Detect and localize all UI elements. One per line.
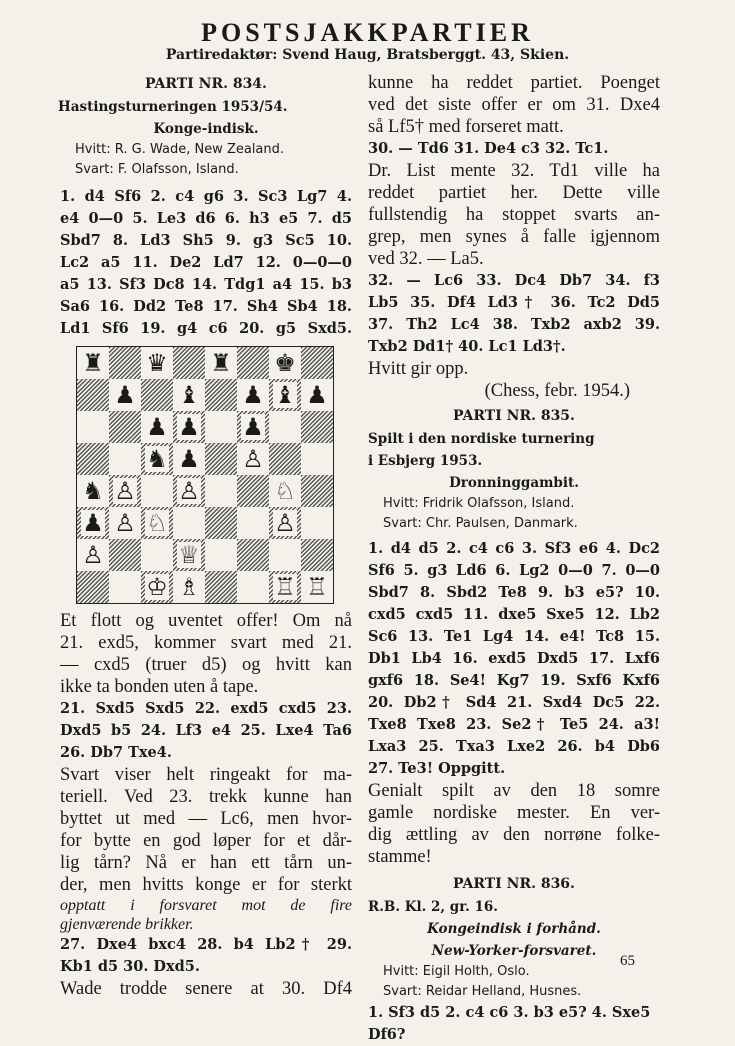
board-square [141,475,173,507]
game-header: PARTI NR. 834. [145,76,267,92]
chess-piece-icon: ♙ [274,509,296,537]
chess-piece-icon: ♟ [178,445,200,473]
move-line: gxf6 18. Se4! Kg7 19. Sxf6 Kxf6 [368,672,660,689]
page-number: 65 [620,953,635,969]
chess-piece-icon: ♟ [82,509,104,537]
comment-line: stamme! [368,847,432,867]
chess-piece-icon: ♝ [178,381,200,409]
move-line: Lxa3 25. Txa3 Lxe2 26. b4 Db6 [368,738,660,755]
chess-piece-icon: ♕ [178,541,200,569]
move-line: 1. d4 d5 2. c4 c6 3. Sf3 e6 4. Dc2 [368,540,660,557]
chess-piece-icon: ♟ [242,413,264,441]
comment-line: kunne ha reddet partiet. Poenget [368,73,660,93]
chess-piece-icon: ♞ [146,445,168,473]
comment-line: ved 32. — La5. [368,249,484,269]
move-line: e4 0—0 5. Le3 d6 6. h3 e5 7. d5 [60,210,352,227]
move-line: Lc2 a5 11. De2 Ld7 12. 0—0—0 [60,254,352,271]
chess-piece-icon: ♖ [274,573,296,601]
black-player: Svart: Reidar Helland, Husnes. [383,984,582,999]
board-square [269,379,301,411]
board-square [109,443,141,475]
board-square [301,475,333,507]
move-line: Sf6 5. g3 Ld6 6. Lg2 0—0 7. 0—0 [368,562,660,579]
event-line: Hastingsturneringen 1953/54. [58,99,288,115]
board-square [173,443,205,475]
chess-piece-icon: ♞ [82,477,104,505]
board-square [269,571,301,603]
comment-line: Et flott og uventet offer! Om nå [60,611,352,631]
comment-line: teriell. Ved 23. trekk kunne han [60,787,352,807]
moves-block [368,538,660,780]
move-line: 1. Sf3 d5 2. c4 c6 3. b3 e5? 4. Sxe5 [368,1004,651,1021]
board-square [301,571,333,603]
chess-piece-icon: ♙ [114,509,136,537]
board-square [301,379,333,411]
comment-line: 21. exd5, kommer svart med 21. [60,633,352,653]
comment-italic-line: gjenværende brikker. [60,916,194,933]
board-square [205,443,237,475]
event-line: R.B. Kl. 2, gr. 16. [368,899,498,915]
move-line: 37. Th2 Lc4 38. Txb2 axb2 39. [368,316,660,333]
board-square [77,571,109,603]
board-square [205,571,237,603]
comment-line: så Lf5† med forseret matt. [368,117,564,137]
board-square [77,443,109,475]
opening-name: Konge-indisk. [153,121,259,137]
chess-piece-icon: ♟ [178,413,200,441]
comment-line: byttet ut med — Lc6, men hvor- [60,809,352,829]
comment-line: fullstendig ha stoppet svarts an- [368,205,660,225]
move-line: Txb2 Dd1† 40. Lc1 Ld3†. [368,338,566,355]
board-square [237,539,269,571]
move-line: 27. Te3! Oppgitt. [368,760,506,777]
board-square [141,571,173,603]
board-square [141,507,173,539]
chess-piece-icon: ♟ [114,381,136,409]
board-square [109,539,141,571]
move-line: cxd5 cxd5 11. dxe5 Sxe5 12. Lb2 [368,606,660,623]
board-square [173,571,205,603]
board-square [269,539,301,571]
board-square [237,571,269,603]
board-square [269,443,301,475]
move-line: 30. — Td6 31. De4 c3 32. Tc1. [368,140,609,157]
moves-block-1 [60,186,352,340]
comment-line: dig ættling av den norrøne folke- [368,825,660,845]
moves-block [368,1002,660,1046]
chess-piece-icon: ♜ [82,349,104,377]
board-square [237,379,269,411]
board-square [205,475,237,507]
white-player: Hvitt: Eigil Holth, Oslo. [383,964,530,979]
board-square [269,475,301,507]
comment-line: for bytte en god løper for et dår- [60,831,352,851]
move-line: Db1 Lb4 16. exd5 Dxd5 17. Lxf6 [368,650,660,667]
chess-piece-icon: ♖ [306,573,328,601]
comment-line: ikke ta bonden uten å tape. [60,677,259,697]
board-square [109,411,141,443]
opening-name: Dronninggambit. [449,475,579,491]
move-line: Kb1 d5 30. Dxd5. [60,958,200,975]
board-square [269,347,301,379]
board-square [237,411,269,443]
board-square [269,411,301,443]
board-square [141,443,173,475]
board-square [205,507,237,539]
move-line: 32. — Lc6 33. Dc4 Db7 34. f3 [368,272,660,289]
board-square [237,443,269,475]
chess-piece-icon: ♗ [178,573,200,601]
chess-piece-icon: ♘ [146,509,168,537]
comment-line: Dr. List mente 32. Td1 ville ha [368,161,660,181]
right-column [368,72,660,1046]
chess-piece-icon: ♟ [306,381,328,409]
moves-block-2 [60,698,352,764]
board-square [141,379,173,411]
move-line: 27. Dxe4 bxc4 28. b4 Lb2† 29. [60,936,352,953]
game-header: PARTI NR. 836. [453,876,575,892]
comment-line: ved det siste offer er om 31. Dxe4 [368,95,660,115]
board-square [237,507,269,539]
board-square [77,411,109,443]
chess-piece-icon: ♙ [114,477,136,505]
board-square [77,347,109,379]
comment-line: Wade trodde senere at 30. Df4 [60,979,352,999]
source-line: (Chess, febr. 1954.) [484,381,630,401]
comment-line: Genialt spilt av den 18 somre [368,781,660,801]
board-square [205,347,237,379]
board-square [301,347,333,379]
result-line: Hvitt gir opp. [368,359,469,379]
board-square [205,379,237,411]
board-square [109,475,141,507]
chess-piece-icon: ♜ [210,349,232,377]
board-square [205,411,237,443]
move-line: Txe8 Txe8 23. Se2† Te5 24. a3! [368,716,660,733]
move-line: Lb5 35. Df4 Ld3† 36. Tc2 Dd5 [368,294,660,311]
chess-piece-icon: ♟ [146,413,168,441]
board-square [173,411,205,443]
comment-italic-line: opptatt i forsvaret mot de fire [60,897,352,914]
board-square [77,507,109,539]
move-line: 21. Sxd5 Sxd5 22. exd5 cxd5 23. [60,700,352,717]
board-square [173,347,205,379]
comment-block-2 [60,764,352,934]
page-title: POSTSJAKKPARTIER [201,18,534,47]
board-square [173,379,205,411]
chess-piece-icon: ♙ [242,445,264,473]
comment-line: gamle nordiske mester. En ver- [368,803,660,823]
board-square [77,475,109,507]
moves-block-3 [60,934,352,978]
chess-piece-icon: ♛ [146,349,168,377]
move-line: 26. Db7 Txe4. [60,744,172,761]
game-header: PARTI NR. 835. [453,408,575,424]
opening-name: Kongeindisk i forhånd. [427,921,601,937]
white-player: Hvitt: R. G. Wade, New Zealand. [75,142,285,157]
chess-board-diagram [76,346,334,604]
board-square [109,379,141,411]
move-line: Ld1 Sf6 19. g4 c6 20. g5 Sxd5. [60,320,352,337]
board-square [237,475,269,507]
board-square [141,411,173,443]
board-square [141,539,173,571]
chess-piece-icon: ♙ [82,541,104,569]
event-line: Spilt i den nordiske turnering [368,431,595,447]
comment-line: Svart viser helt ringeakt for ma- [60,765,352,785]
board-square [173,507,205,539]
editor-line: Partiredaktør: Svend Haug, Bratsberggt. 43, Skien. [165,47,570,63]
board-square [301,411,333,443]
event-line: i Esbjerg 1953. [368,453,483,469]
comment-line: grep, men synes å falle igjennom [368,227,660,247]
chess-piece-icon: ♔ [146,573,168,601]
opening-variation: New-Yorker-forsvaret. [431,943,597,959]
move-line: Sbd7 8. Sbd2 Te8 9. b3 e5? 10. [368,584,660,601]
move-line: Sa6 16. Dd2 Te8 17. Sh4 Sb4 18. [60,298,352,315]
comment-line: — cxd5 (truer d5) og hvitt kan [60,655,352,675]
chess-piece-icon: ♚ [274,349,296,377]
chess-piece-icon: ♙ [178,477,200,505]
comment-line: reddet partiet her. Dette ville [368,183,660,203]
board-square [141,347,173,379]
move-line: Df6? [368,1026,406,1043]
black-player: Svart: F. Olafsson, Island. [75,162,239,177]
chess-piece-icon: ♟ [242,381,264,409]
move-line: a5 13. Sf3 Dc8 14. Tdg1 a4 15. b3 [60,276,352,293]
move-line: Sc6 13. Te1 Lg4 14. e4! Tc8 15. [368,628,660,645]
comment-line: lig tårn? Nå er han ett tårn un- [60,853,352,873]
comment-line: der, men hvitts konge er for sterkt [60,875,352,895]
board-square [301,443,333,475]
chess-piece-icon: ♝ [274,381,296,409]
board-square [237,347,269,379]
board-square [301,539,333,571]
board-square [77,379,109,411]
board-square [173,475,205,507]
board-square [109,347,141,379]
move-line: Dxd5 b5 24. Lf3 e4 25. Lxe4 Ta6 [60,722,352,739]
board-square [77,539,109,571]
board-square [205,539,237,571]
board-square [301,507,333,539]
board-square [109,571,141,603]
left-column [60,72,352,1000]
move-line: Sbd7 8. Ld3 Sh5 9. g3 Sc5 10. [60,232,352,249]
move-line: 1. d4 Sf6 2. c4 g6 3. Sc3 Lg7 4. [60,188,352,205]
board-square [173,539,205,571]
white-player: Hvitt: Fridrik Olafsson, Island. [383,496,575,511]
black-player: Svart: Chr. Paulsen, Danmark. [383,516,578,531]
chess-piece-icon: ♘ [274,477,296,505]
move-line: 20. Db2† Sd4 21. Sxd4 Dc5 22. [368,694,660,711]
comment-block-1 [60,610,352,698]
board-square [269,507,301,539]
board-square [109,507,141,539]
